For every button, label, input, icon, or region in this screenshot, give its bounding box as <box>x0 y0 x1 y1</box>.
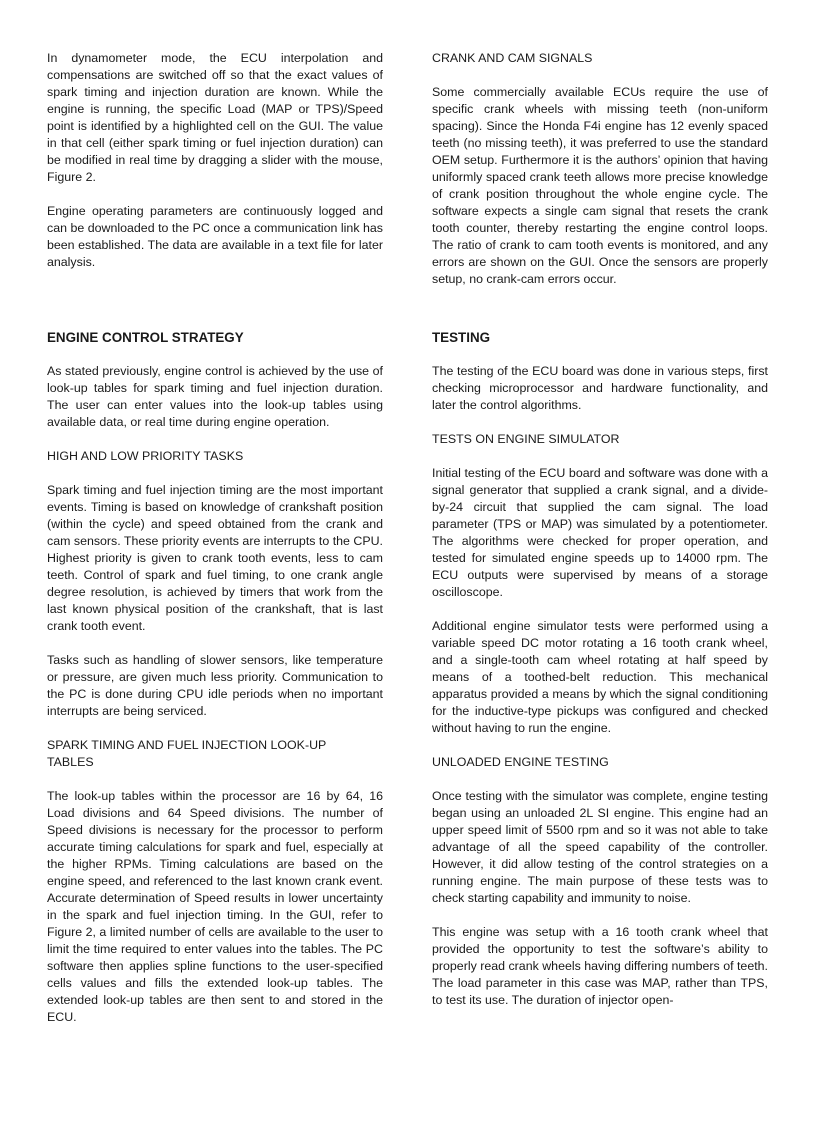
paragraph-lookup-tables: The look-up tables within the processor are 16 by 64, 16 Load divisions and 64 Speed divisions. The number of Speed divisions is necessary for the processor to perform accurate timing calculations for spark and fuel, especially at the higher RPMs. Timing calculations are based on the engine speed, and referenced to the last known crank event. Accurate determination of Speed results in lower uncertainty in the spark and fuel injection timing. In the GUI, refer to Figure 2, a limited number of cells are available to the user to limit the time required to enter values into the tables. The PC software then applies spline functions to the user-specified cells values and fills the extended look-up tables. The extended look-up tables are then sent to and stored in the ECU. <box>47 789 383 1024</box>
left-column <box>47 50 383 1043</box>
right-column <box>432 50 768 1026</box>
paragraph-priority-events: Spark timing and fuel injection timing are the most important events. Timing is based on knowledge of crankshaft position (within the cycle) and speed obtained from the crank and cam sensors. These priority events are interrupts to the CPU. Highest priority is given to crank tooth events, less to cam teeth. Control of spark and fuel timing, to one crank angle degree resolution, is achieved by timers that work from the last known physical position of the crankshaft, that is last crank tooth event. <box>47 483 383 633</box>
paragraph-control-lookup: As stated previously, engine control is achieved by the use of look-up tables for spark timing and fuel injection duration. The user can enter values into the look-up tables using available data, or real time during engine operation. <box>47 364 383 429</box>
paragraph-crank-wheel-setup: This engine was setup with a 16 tooth crank wheel that provided the opportunity to test the software’s ability to properly read crank wheels having differing numbers of teeth. The load parameter in this case was MAP, rather than TPS, to test its use. The duration of injector open- <box>432 925 768 1007</box>
paragraph-data-logging: Engine operating parameters are continuously logged and can be downloaded to the PC once a communication link has been established. The data are available in a text file for later analysis. <box>47 204 383 269</box>
paragraph-slower-sensors: Tasks such as handling of slower sensors, like temperature or pressure, are given much less priority. Communication to the PC is done during CPU idle periods when no important interrupts are being serviced. <box>47 653 383 718</box>
subheading-priority-tasks: HIGH AND LOW PRIORITY TASKS <box>47 449 244 463</box>
paragraph-testing-steps: The testing of the ECU board was done in various steps, first checking microprocessor and hardware functionality, and later the control algorithms. <box>432 364 768 412</box>
paragraph-unloaded-engine: Once testing with the simulator was complete, engine testing began using an unloaded 2L SI engine. This engine had an upper speed limit of 5500 rpm and so it was not able to take advantage of all the speed capability of the controller. However, it did allow testing of the control strategies on a running engine. The main purpose of these tests was to check starting capability and immunity to noise. <box>432 789 768 905</box>
heading-testing: TESTING <box>432 330 491 345</box>
paragraph-signal-generator: Initial testing of the ECU board and software was done with a signal generator that supplied a crank signal, and a divide-by-24 circuit that supplied the cam signal. The load parameter (TPS or MAP) was simulated by a potentiometer. The algorithms were checked for proper operation, and tested for simulated engine speeds up to 14000 rpm. The ECU outputs were supervised by means of a storage oscilloscope. <box>432 466 768 599</box>
paragraph-dynamometer-mode: In dynamometer mode, the ECU interpolation and compensations are switched off so that the exact values of spark timing and injection duration are known. While the engine is running, the specific Load (MAP or TPS)/Speed point is identified by a highlighted cell on the GUI. The value in that cell (either spark timing or fuel injection duration) can be modified in real time by dragging a slider with the mouse, Figure 2. <box>47 51 383 184</box>
heading-engine-control-strategy: ENGINE CONTROL STRATEGY <box>47 330 244 345</box>
subheading-unloaded-engine: UNLOADED ENGINE TESTING <box>432 755 609 769</box>
subheading-lookup-tables: SPARK TIMING AND FUEL INJECTION LOOK-UP TABLES <box>47 738 327 769</box>
subheading-engine-simulator: TESTS ON ENGINE SIMULATOR <box>432 432 620 446</box>
paragraph-crank-wheels: Some commercially available ECUs require the use of specific crank wheels with missing teeth (non-uniform spacing). Since the Honda F4i engine has 12 evenly spaced teeth (no missing teeth), it was preferred to use the standard OEM setup. Furthermore it is the authors’ opinion that having uniformly spaced crank teeth allows more precise knowledge of crank position throughout the whole engine cycle. The software expects a single cam signal that resets the crank tooth counter, thereby restarting the engine control loops. The ratio of crank to cam tooth events is monitored, and any errors are shown on the GUI. Once the sensors are properly setup, no crank-cam errors occur. <box>432 85 768 286</box>
paragraph-dc-motor-simulator: Additional engine simulator tests were performed using a variable speed DC motor rotating a 16 tooth crank wheel, and a single-tooth cam wheel rotating at half speed by means of a toothed-belt reduction. This mechanical apparatus provided a means by which the signal conditioning for the inductive-type pickups was configured and checked without having to run the engine. <box>432 619 768 735</box>
subheading-crank-cam-signals: CRANK AND CAM SIGNALS <box>432 51 593 65</box>
